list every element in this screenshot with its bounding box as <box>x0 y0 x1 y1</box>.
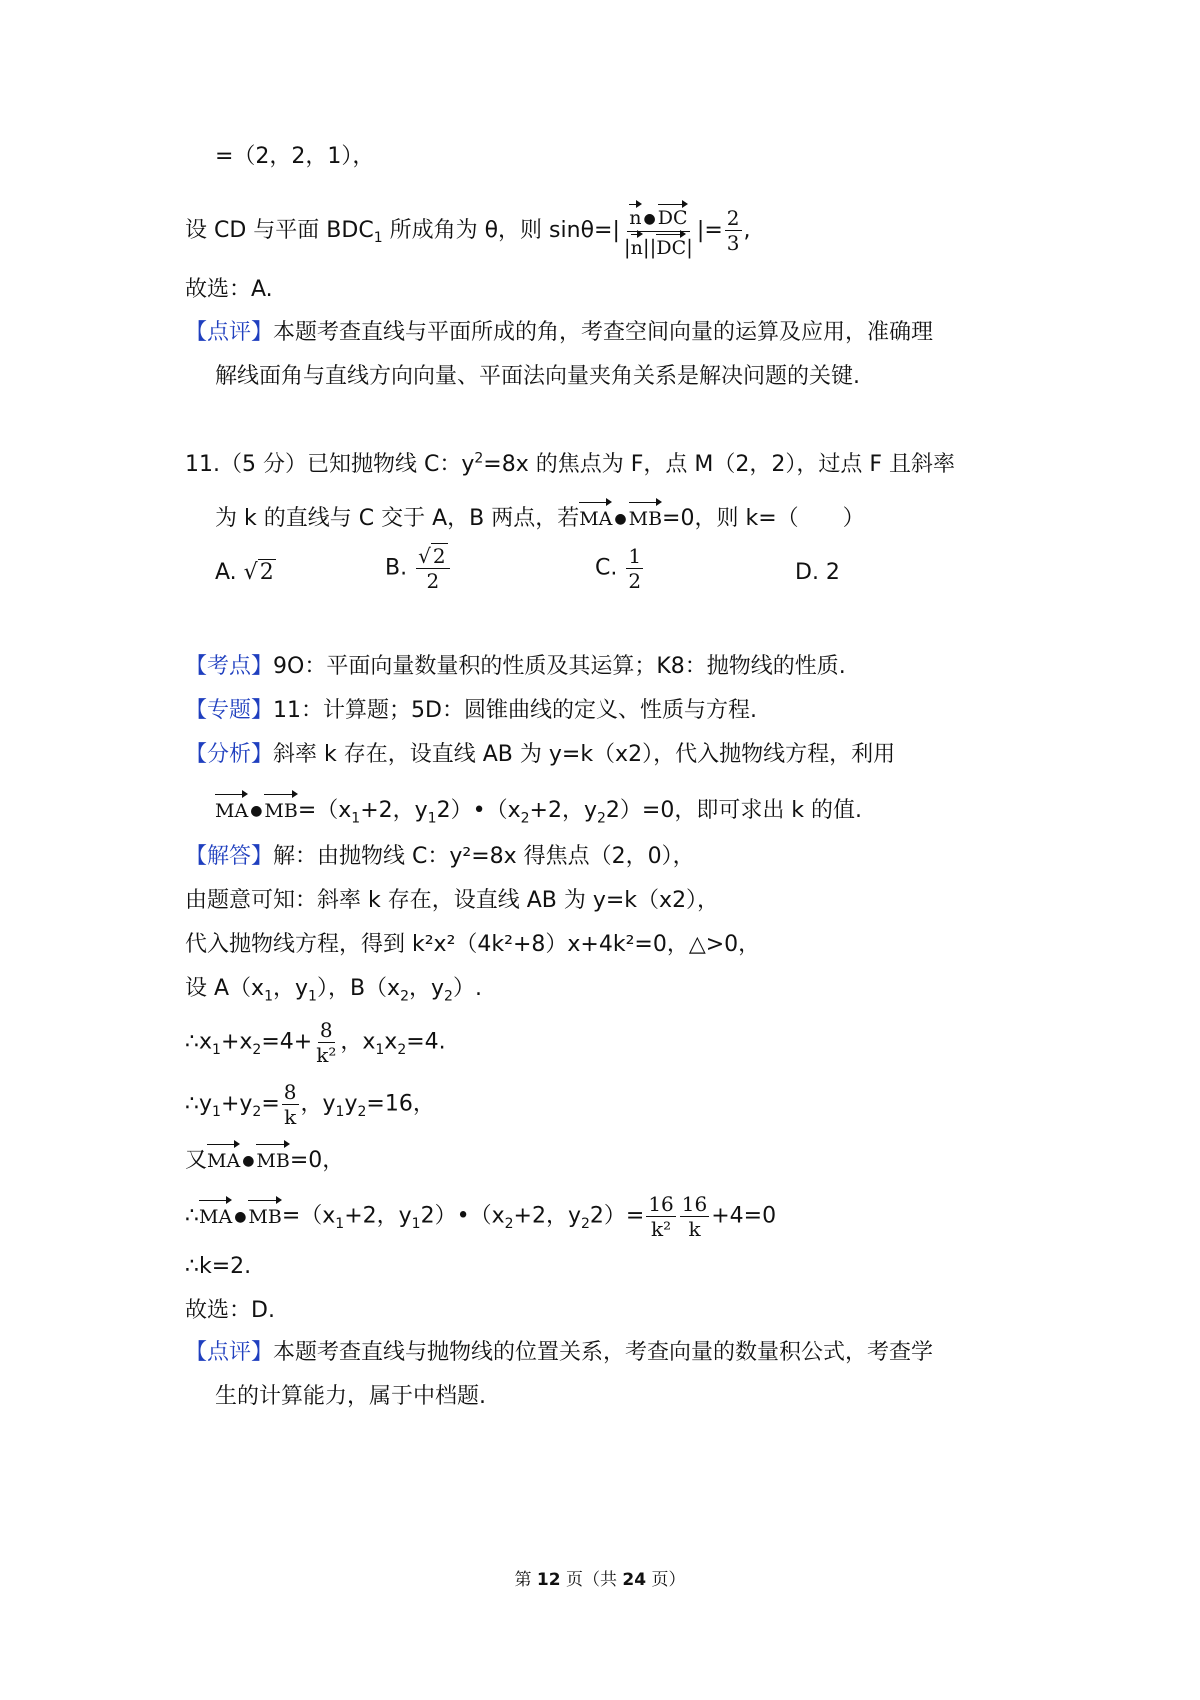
comment-block-2: 【点评】本题考查直线与抛物线的位置关系，考查向量的数量积公式，考查学 <box>185 1340 934 1365</box>
total-pages: 24 <box>622 1570 647 1590</box>
solution-line-4: 设 $A(x_1$，$y_1$），$B(x_2$，$y_2$）. <box>185 976 482 1005</box>
option-d: D. 2 <box>795 560 840 585</box>
tag-topic: 【专题】 <box>185 698 274 723</box>
tag-solution: 【解答】 <box>185 844 274 869</box>
page-number: 12 <box>536 1570 561 1590</box>
knowledge-point: 【考点】9O：平面向量数量积的性质及其运算；K8：抛物线的性质. <box>185 654 846 679</box>
option-b: B. $\frac{√ 2}{2}$ <box>385 544 452 593</box>
solution-line-2: 由题意可知：斜率 k 存在，设直线 AB 为 y=k（x﻿2）， <box>185 888 720 913</box>
page-footer: 第 12 页（共 24 页） <box>514 1570 686 1590</box>
tag-comment: 【点评】 <box>185 320 274 345</box>
line-sin-theta: 设 CD 与平面 $BDC_1$ 所成角为 θ，则 sinθ=| $\frac{n ● DC}{|n||DC|}$ |= $\frac{2}{3}$ , <box>185 202 751 260</box>
analysis-line-1: 【分析】斜率 k 存在，设直线 AB 为 y=k（x﻿2），代入抛物线方程，利用 <box>185 742 896 767</box>
comment-block-1: 【点评】本题考查直线与平面所成的角，考查空间向量的运算及应用，准确理 <box>185 320 934 345</box>
solution-answer: 故选：D. <box>185 1298 275 1323</box>
line-vector-result: =（2，﻿2，1）， <box>215 144 375 169</box>
tag-comment: 【点评】 <box>185 1340 274 1365</box>
solution-line-9: ∴k=2. <box>185 1254 252 1279</box>
topic: 【专题】11：计算题；5D：圆锥曲线的定义、性质与方程. <box>185 698 757 723</box>
question-11-line-1: 11.（5 分）已知抛物线 C：$y^2=8x$ 的焦点为 F，点 M（﻿2，2），过点 F 且斜率 <box>185 450 955 477</box>
two-thirds-fraction: $\frac{2}{3}$ <box>726 206 740 256</box>
solution-line-3: 代入抛物线方程，得到 k²x²﻿（4k²+8）x+4k²=0，△>0， <box>185 932 761 957</box>
solution-line-1: 【解答】解：由抛物线 C：y²=8x 得焦点（2，0）， <box>185 844 695 869</box>
line-answer-a: 故选：A. <box>185 277 273 302</box>
question-11-line-2: 为 k 的直线与 C 交于 A，B 两点，若MA ● MB=0，则 k=（ ） <box>215 500 865 534</box>
tag-analysis: 【分析】 <box>185 742 274 767</box>
sin-fraction: $\frac{n ● DC}{|n||DC|}$ <box>622 202 695 260</box>
solution-line-7: 又MA ● MB=0， <box>185 1142 344 1176</box>
tag-knowledge-point: 【考点】 <box>185 654 274 679</box>
solution-line-6: $\therefore y_1+y_2=$ $\frac{8}{k}$ ，$y_1y_2=﻿16$， <box>185 1080 435 1129</box>
solution-line-5: $\therefore x_1+x_2=4+$ $\frac{8}{\text{k²}}$ ，$x_1x_2=4$. <box>185 1018 446 1067</box>
analysis-line-2: MA ● $MB=(x_1+2$，$y_1﻿2)•(x_2+2$，$y_2﻿2)=0$，即可求出 k 的值. <box>215 792 862 826</box>
comment-2-continued: 生的计算能力，属于中档题. <box>215 1384 486 1409</box>
comment-1-continued: 解线面角与直线方向向量、平面法向量夹角关系是解决问题的关键. <box>215 364 860 389</box>
solution-line-8: ∴MA ● $MB=(x_1+2$，$y_1﻿2)•(x_2+2$，$y_2﻿2)=$ $\frac{16}{\text{k²}}$ ﻿ $\frac{16}{k}$ +4=0 <box>185 1192 777 1241</box>
option-a: A. √2 <box>215 560 274 585</box>
option-c: C. $\frac{1}{2}$ <box>595 544 642 593</box>
